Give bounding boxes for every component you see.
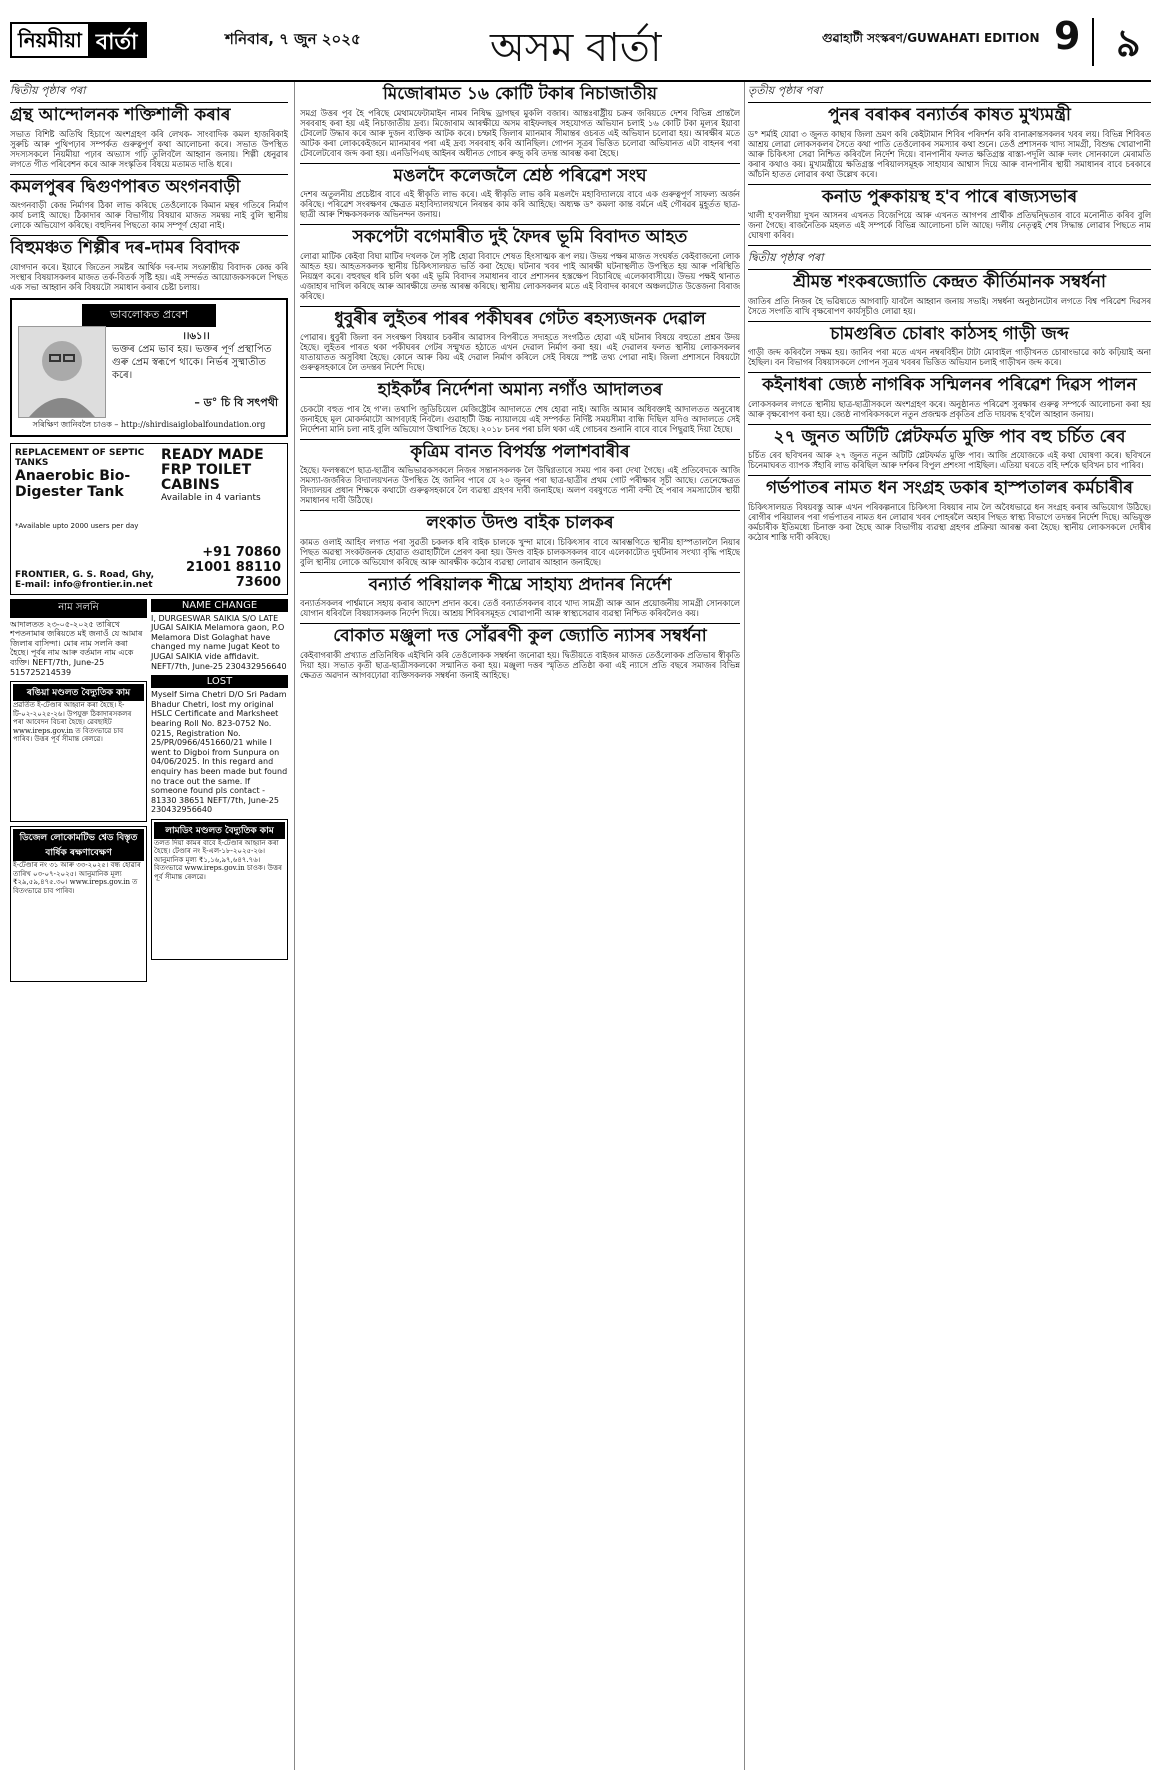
article-body: চৰ্চিত ৰেব ছবিখনৰ আৰু ২৭ জুনত নতুন অটিটি প্লেটফৰ্মত মুক্তি পাব। আজি প্ৰযোজকে এই কথা ঘোষণা কৰে। ছবিখনে চিনেমাঘৰত ব্যাপক সঁহাৰি লাভ কৰিছিল আৰু দৰ্শকৰ বিপুল প্ৰশংসা পাইছিল। এতিয়া ঘৰতে বহি দৰ্শকে ছবিখন চাব পাৰিব।: [748, 450, 1151, 471]
article-body: হৈছে। ফলস্বৰূপে ছাত্ৰ-ছাত্ৰীৰ অভিভাৱকসকলে নিজৰ সন্তানসকলক লৈ উদ্বিগ্নতাৰে সময় পাৰ কৰা দেখা গৈছে। এই প্ৰতিবেদকে আজি সমস্যা-জৰ্জৰিত বিদ্যালয়খনত উপস্থিত হৈ জানিব পাৰে যে ২০ জুনৰ পৰা ছাত্ৰ-ছাত্ৰীৰ প্ৰথম গোট পৰীক্ষাৰ সূচী আছে। তেনেক্ষেত্ৰত বিদ্যালয়ৰ প্ৰধান শিক্ষকে কথাটো গুৰুত্বসহকাৰে লৈ ব্যৱস্থা গ্ৰহণৰ দাবী জনাইছে। অলপ বৰষুণতে পানী বন্দী হৈ পৰাৰ সমস্যাটোৰ স্থায়ী সমাধানৰ দাবী উঠিছে।: [300, 465, 740, 506]
article-headline: বিহুমঞ্চত শিল্পীৰ দৰ-দামৰ বিবাদক: [10, 238, 240, 259]
article-headline: ২৭ জুনত অটিটি প্লেটফৰ্মত মুক্তি পাব বহু চৰ্চিত ৰেব: [773, 426, 1126, 447]
article-headline: লংকাত উদণ্ড বাইক চালকৰ: [426, 513, 614, 534]
ad-left-product: Anaerobic Bio-Digester Tank: [15, 467, 131, 500]
article-body: দেশৰ অতুলনীয় প্ৰচেষ্টাৰ বাবে এই স্বীকৃতি লাভ কৰে। এই স্বীকৃতি লাভ কৰি মঙলদৈ মহাবিদ্যালয়ে বাবে এক গুৰুত্বপূৰ্ণ সাফল্য অৰ্জন কৰিছে। পৰিৱেশ সংৰক্ষণৰ ক্ষেত্ৰত মহাবিদ্যালয়খনে নিৰন্তৰ কাম কৰি আহিছে। অধ্যক্ষ ড° কমলা কান্ত বৰ্মনে এই গৌৰৱৰ মুহূৰ্তত ছাত্ৰ-ছাত্ৰী আৰু শিক্ষকসকলক অভিনন্দন জনায়।: [300, 189, 740, 220]
divider: [300, 572, 740, 573]
divider: [300, 306, 740, 307]
logo-part-1: নিয়মীয়া: [12, 24, 88, 56]
ad-right-note: Available in 4 variants: [161, 492, 261, 503]
article-body: সভাত বিশিষ্ট অতিথি হিচাপে অংশগ্ৰহণ কৰি লেখক- সাংবাদিক কমল হাজৰিকাই সুৰুচি আৰু পুথিপঢ়াৰ সম্পৰ্কত গুৰুত্বপূৰ্ণ কথা আলোচনা কৰে। সভাত উপস্থিত সদস্যসকলে নিয়মীয়া পঢ়াৰ অভ্যাস গঢ়ি তুলিবলৈ আহ্বান জনায়। শিল্পী ধেনুৱাৰ লগতে গীত পৰিবেশন কৰে আৰু সংস্কৃতিৰ বিষয়ে মতামত দাঙি ধৰে।: [10, 128, 288, 169]
advertisement-frontier: [10, 443, 288, 595]
article-body: অংগনবাড়ী কেন্দ্ৰ নিৰ্মাণৰ ঠিকা লাভ কৰিছে তেওঁলোকে কিমান মন্থৰ গতিৰে নিৰ্মাণ কাৰ্য চলাই আছে। ঠিকাদাৰ আৰু বিভাগীয় বিষয়াৰ মাজত সমন্বয় নাই বুলি স্থানীয় লোকে অভিযোগ কৰিছে। বহুদিনৰ পিছতো কাম সম্পূৰ্ণ হোৱা নাই।: [10, 200, 288, 231]
right-column: [748, 82, 1151, 1770]
article-headline: পুনৰ বৰাকৰ বন্যাৰ্তৰ কাষত মুখ্যমন্ত্ৰী: [828, 105, 1071, 125]
article-headline: গৰ্ভপাতৰ নামত ধন সংগ্ৰহ ডকাৰ হাস্পতালৰ কৰ্মচাৰীৰ: [766, 478, 1133, 499]
page-title: অসম বাৰ্তা: [490, 25, 662, 71]
newspaper-logo: [10, 22, 147, 58]
continuation-tag: দ্বিতীয় পৃষ্ঠাৰ পৰা: [10, 82, 288, 103]
tender-body: ই-টেণ্ডাৰ নং ৩১ আৰু ৩৩-২০২৫। বন্ধ হোৱাৰ তাৰিখ ০৩-০৭-২০২৫। আনুমানিক মূল্য ₹২৯,৫৯,৪৭৫.৩০। www.ireps.gov.in ত বিতংভাৱে চাব পাৰিব।: [13, 861, 141, 895]
divider: [300, 163, 740, 164]
article-headline: ধুবুৰীৰ লুইতৰ পাৰৰ পকীঘৰৰ গেটত ৰহস্যজনক দেৱাল: [334, 308, 706, 329]
divider: [748, 424, 1151, 425]
page-number: 9: [1054, 14, 1081, 58]
classified-heading: NAME CHANGE: [151, 599, 288, 612]
divider: [300, 623, 740, 624]
classified-column: [10, 599, 147, 987]
quote-box: [10, 298, 288, 437]
article-body: বন্যাৰ্তসকলৰ পাৰ্শ্বমানে সহায় কৰাৰ আদেশ প্ৰদান কৰে। তেওঁ বন্যাৰ্তসকলৰ বাবে খাদ্য সামগ্ৰী আৰু আন প্ৰয়োজনীয় সামগ্ৰী সোনকালে যোগান ধৰিবলৈ বিষয়াসকলক নিৰ্দেশ দিয়ে। আশ্ৰয় শিবিৰসমূহত খোৱাপানী আৰু স্বাস্থ্যসেৱাৰ ব্যৱস্থা নিশ্চিত কৰিবলৈও কয়।: [300, 598, 740, 619]
divider: [748, 372, 1151, 373]
quote-url: সৰিক্ষিণ জানিবলৈ চাওক – http://shirdisaiglobalfoundation.org: [32, 419, 266, 429]
ad-toilet-section: [161, 448, 281, 503]
divider: [748, 475, 1151, 476]
ad-company: FRONTIER, G. S. Road, Ghy, E-mail: info@frontier.in.net: [15, 569, 155, 590]
article-body: পোৱাৰ। ধুবুৰী জিলা বন সংৰক্ষণ বিষয়াৰ চকৰীৰ আৱাসৰ বিপৰীতে সদ্যহতে সংগঠিত হোৱা এই ঘটনাৰ বিষয়ে বহুতো প্ৰশ্নৰ উদয় হৈছে। লুইতৰ পাৰত থকা পকীঘৰৰ গেটৰ সন্মুখত হঠাতে এখন দেৱাল নিৰ্মাণ কৰা হয়। এই দেৱালৰ ফলত স্থানীয় লোকসকলৰ যাতায়াতত অসুবিধা হৈছে। কোনে আৰু কিয় এই দেৱাল নিৰ্মাণ কৰিলে সেই বিষয়ে স্পষ্ট তথ্য পোৱা নাই। জিলা প্ৰশাসনে বিষয়টো গুৰুত্বসহকাৰে লৈ তদন্তৰ নিৰ্দেশ দিছে।: [300, 332, 740, 373]
ad-left-title: REPLACEMENT OF SEPTIC TANKS: [15, 447, 145, 468]
ad-septic-section: [15, 448, 153, 530]
classified-text: I, DURGESWAR SAIKIA S/O LATE JUGAI SAIKIA Melamora gaon, P.O Melamora Dist Golaghat have changed my name Jugat Keot to JUGAI SAIKIA vide affidavit. NEFT/7th, June-25 230432956640: [151, 613, 287, 671]
ad-right-title: READY MADE FRP TOILET CABINS: [161, 446, 264, 493]
page-number-assamese: ৯: [1116, 21, 1141, 65]
divider: [300, 439, 740, 440]
tender-notice: [10, 681, 147, 822]
tender-heading: ৰঙিয়া মণ্ডলত বৈদ্যুতিক কাম: [13, 684, 144, 701]
divider: [300, 224, 740, 225]
article-body: চেকটো বহুত পাৰ হৈ গ'ল। তথাপি জুডিচিয়েল মেজিষ্ট্ৰেটৰ আদালতে শেষ হোৱা নাই। আজি আমাৰ অধিবক্তাই আদালতত অনুৰোধ জনাইছে মূল মোকৰ্দমাটো আগবঢ়াই নিবলৈ। গুৱাহাটী উচ্চ ন্যায়ালয়ে এই সম্পৰ্কত নিৰ্দিষ্ট সময়সীমা বান্ধি দিছিল যদিও আদালতে সেই নিৰ্দেশনা মানি চলা নাই বুলি অভিযোগ উত্থাপিত হৈছে। ২০১৮ চনৰ পৰা চলি থকা এই গোচৰৰ শুনানি বাৰে বাৰে পিছুৱাই দিয়া হৈছে।: [300, 403, 740, 434]
article-headline: কমলপুৰৰ দ্বিগুণপাৰত অংগনবাড়ী: [10, 176, 241, 197]
article-headline: সকপেটা বগেমাৰীত দুই ফৈদৰ ভূমি বিবাদত আহত: [352, 227, 688, 248]
column-divider: [744, 82, 745, 1770]
article-headline: কনাড পুৰুকায়স্থ হ'ব পাৰে ৰাজ্যসভাৰ: [821, 186, 1078, 207]
article-headline: বোকাত মঞ্জুলা দত্ত সোঁৱৰণী কুল জ্যোতি ন্যাসৰ সম্বৰ্ধনা: [333, 626, 707, 647]
divider: [300, 510, 740, 511]
article-body: লোকসকলৰ লগতে স্থানীয় ছাত্ৰ-ছাত্ৰীসকলে অংশগ্ৰহণ কৰে। অনুষ্ঠানত পৰিৱেশ সুৰক্ষাৰ গুৰুত্ব সম্পৰ্কে আলোচনা কৰা হয় আৰু বৃক্ষৰোপণ কৰা হয়। জ্যেষ্ঠ নাগৰিকসকলে নতুন প্ৰজন্মক প্ৰকৃতিৰ প্ৰতি দায়বদ্ধ হ'বলৈ আহ্বান জনায়।: [748, 398, 1151, 419]
article-headline: চামগুৰিত চোৰাং কাঠসহ গাড়ী জব্দ: [830, 323, 1069, 344]
classified-heading: LOST: [151, 675, 288, 688]
article-body: কেইবাগৰাকী প্ৰখ্যাত প্ৰতিনিধিক এইখিনি কৰি তেওঁলোকক সম্বৰ্ধনা জনোৱা হয়। দ্বিতীয়তে বাইজৰ মাজত তেওঁলোকক প্ৰতিভাৰ স্বীকৃতি দিয়া হয়। সভাত কৃতী ছাত্ৰ-ছাত্ৰীসকলকো সন্মানিত কৰা হয়। মঞ্জুলা দত্তৰ স্মৃতিত প্ৰতিষ্ঠা কৰা এই ন্যাসে প্ৰতি বছৰে সমাজৰ বিভিন্ন ক্ষেত্ৰত অৱদান আগবঢ়োৱা ব্যক্তিসকলক সম্বৰ্ধনা জনাই আহিছে।: [300, 649, 740, 680]
issue-date: শনিবাৰ, ৭ জুন ২০২৫: [225, 30, 361, 48]
author-portrait: [18, 326, 106, 418]
divider: [748, 184, 1151, 185]
left-column: [10, 82, 288, 1770]
tender-body: তলত দিয়া কামৰ বাবে ই-টেণ্ডাৰ আহ্বান কৰা হৈছে। টেণ্ডাৰ নং ই-এল-১৮-২০২৫-২৬। আনুমানিক মূল্য ₹১,১৬,৯৭,৬৪৭.৭৬। বিতংভাৱে www.ireps.gov.in চাওক। উত্তৰ পূৰ্ব সীমান্ত ৰেলৱে।: [154, 838, 282, 881]
tender-heading: লামডিং মণ্ডলত বৈদ্যুতিক কাম: [154, 822, 285, 839]
article-body: সমগ্ৰ উত্তৰ পূব হৈ পৰিছে মেথামফেটামাইন নামৰ নিষিদ্ধ ড্ৰাগছৰ মুকলি বজাৰ। আন্তঃৰাষ্ট্ৰীয় চক্ৰৰ জৰিয়তে দেশৰ বিভিন্ন প্ৰান্তলৈ সৰবৰাহ কৰা হয় এই নিচাজাতীয় দ্ৰব্য। মিজোৰাম আৰক্ষীয়ে অসম ৰাইফলছৰ সহযোগত অভিযান চলাই ১৬ কোটি টকা মূল্যৰ ইয়াবা টেবলেট উদ্ধাৰ কৰে আৰু দুজন ব্যক্তিক আটক কৰে। চম্ফাই জিলাৰ ম্যানমাৰ সীমান্তৰ ওচৰত এই অভিযান চলোৱা হয়। আৰক্ষীৰ মতে আটক কৰা লোককেইজনে ম্যানমাৰৰ পৰা এই দ্ৰব্য সৰবৰাহ কৰি আনিছিল। গোপন সূত্ৰৰ ভিত্তিত চলোৱা অভিযানত এটা বাহনৰ পৰা টেবলেটবোৰ জব্দ কৰা হয়। এনডিপিএছ আইনৰ অধীনত গোচৰ ৰুজু কৰি তদন্ত আৰম্ভ কৰা হৈছে।: [300, 107, 740, 158]
article-headline: কৃত্ৰিম বানত বিপৰ্যস্ত পলাশবাৰীৰ: [410, 441, 630, 462]
article-headline: মঙলদৈ কলেজলৈ শ্ৰেষ্ঠ পৰিৱেশ সংঘ: [393, 165, 647, 186]
article-headline: হাইকৰ্টৰ নিৰ্দেশনা অমান্য নগাঁও আদালতৰ: [377, 380, 663, 401]
article-headline: বন্যাৰ্ত পৰিয়ালক শীঘ্ৰে সাহায্য প্ৰদানৰ নিৰ্দেশ: [368, 574, 672, 595]
classified-heading: নাম সলনি: [10, 599, 147, 618]
page-number-divider: [1092, 18, 1094, 66]
classified-text: আদালতত ২৩-০৫-২০২৫ তাৰিখে শপতনামাৰ জৰিয়তে মই জনাওঁ যে আমাৰ জিলাৰ বাসিন্দা। মোৰ নাম সলনি কৰা হৈছে। পূৰ্বৰ নাম আৰু বৰ্তমান নাম একে ব্যক্তি। NEFT/7th, June-25 515725214539: [10, 619, 143, 677]
article-headline: শ্ৰীমন্ত শংকৰজ্যোতি কেন্দ্ৰত কীৰ্তিমানক সম্বৰ্ধনা: [793, 272, 1106, 293]
logo-part-2: বার্তা: [88, 24, 146, 56]
divider: [748, 321, 1151, 322]
ad-left-note: *Available upto 2000 users per day: [15, 521, 139, 530]
classified-text: Myself Sima Chetri D/O Sri Padam Bhadur Chetri, lost my original HSLC Certificate and Marksheet bearing Roll No. 823-0752 No. 0215, Registration No. 25/PR/0966/451660/21 while I went to Digboi from Sunpura on 04/06/2025. In this regard and enquiry has been made but found no trace out the same. If someone found pls contact - 81330 38651 NEFT/7th, June-25 230432956640: [151, 690, 288, 815]
article-body: কামত ওলাই আহিব লগাত পৰা সুৱতী চকলক ধৰি বাইক চালকে খুন্দা মাৰে। চিকিৎসাৰ বাবে আৰম্ভণিতে স্থানীয় হাস্পতাললৈ নিয়াৰ পিছত অৱস্থা সংকটজনক হোৱাত গুৱাহাটীলৈ প্ৰেৰণ কৰা হয়। উদণ্ড বাইক চালকসকলৰ বাবে এলেকাটোত দুৰ্ঘটনাৰ সংখ্যা বৃদ্ধি পাইছে বুলি স্থানীয় লোকে অভিযোগ কৰিছে আৰু আৰক্ষীক কঠোৰ ব্যৱস্থা লোৱাৰ আহ্বান জনাইছে।: [300, 536, 740, 567]
article-headline: গ্ৰন্থ আন্দোলনক শক্তিশালী কৰাৰ: [10, 105, 231, 125]
center-column: [300, 82, 740, 1770]
classified-column: [151, 599, 288, 987]
edition-label: গুৱাহাটী সংস্কৰণ/GUWAHATI EDITION: [822, 31, 1040, 45]
portrait-icon: [19, 327, 105, 417]
article-body: লোৱা মাটিক কেইবা বিঘা মাটিৰ দখলক লৈ সৃষ্টি হোৱা বিবাদে শেষত হিংসাত্মক ৰূপ লয়। উভয় পক্ষৰ মাজত সংঘৰ্ষত কেইবাজনো লোক আহত হয়। আহতসকলক স্থানীয় চিকিৎসালয়ত ভৰ্তি কৰা হৈছে। ঘটনাৰ খবৰ পাই আৰক্ষী ঘটনাস্থলীত উপস্থিত হয় আৰু পৰিস্থিতি নিয়ন্ত্ৰণ কৰে। বহুবছৰ ধৰি চলি থকা এই ভূমি বিবাদৰ সমাধানৰ বাবে প্ৰশাসনৰ হস্তক্ষেপ বিচাৰিছে এলেকাবাসীয়ে। উভয় পক্ষই থানাত এজাহাৰ দাখিল কৰিছে আৰু আৰক্ষীয়ে তদন্ত আৰম্ভ কৰিছে। স্থানীয় লোকসকলৰ মতে এই বিবাদৰ কাৰণে অঞ্চলটোত উত্তেজনা বিৰাজ কৰিছে।: [300, 250, 740, 301]
article-headline: কইনাধৰা জ্যেষ্ঠ নাগৰিক সন্মিলনৰ পৰিৱেশ দিৱস পালন: [762, 375, 1137, 396]
divider: [748, 245, 1151, 246]
article-body: যোগদান কৰে। ইয়াৰে জিতেন সমষ্টৰ আৰ্থিক দৰ-দাম সংক্ৰান্তীয় বিবাদক কেন্দ্ৰ কৰি সংস্থাৰ বিষয়াসকলৰ মাজত তৰ্ক-বিতৰ্ক সৃষ্টি হয়। এই সন্দৰ্ভত আয়োজকসকলে পিছত এক সভা আহ্বান কৰি বিষয়টো সমাধান কৰাৰ চেষ্টা চলায়।: [10, 261, 288, 292]
quote-text: [112, 330, 280, 382]
quote-number: ।।৬১।।: [182, 330, 210, 342]
ad-phone: +91 70860 21001 88110 73600: [186, 544, 281, 590]
divider: [10, 174, 288, 175]
masthead: [10, 14, 1151, 82]
divider: [10, 235, 288, 236]
article-body: খালী হ'বলগীয়া দুখন আসনৰ এখনত বিজেপিয়ে আৰু এখনত আগপৰ প্ৰাৰ্থীক প্ৰতিদ্বন্দ্বিতাৰ বাবে মনোনীত কৰিব বুলি জনা গৈছে। ৰাজনৈতিক মহলত এই সম্পৰ্কে বিভিন্ন আলোচনা চলি আছে। দলীয় নেতৃত্বই শেষ সিদ্ধান্ত লোৱাৰ পিছতে নাম ঘোষণা কৰিব।: [748, 210, 1151, 241]
article-body: ড° শৰ্মাই যোৱা ৩ জুনত কাছাৰ জিলা ভ্ৰমণ কৰি কেইটামান শিবিৰ পৰিদৰ্শন কৰি বানাক্ৰান্তসকলৰ খবৰ লয়। বিভিন্ন শিবিৰত আশ্ৰয় লোৱা লোকসকলৰ সৈতে কথা পাতি তেওঁলোকৰ সমস্যাৰ কথা শুনে। তেওঁ প্ৰশাসনক খাদ্য সামগ্ৰী, বিশুদ্ধ খোৱাপানী আৰু চিকিৎসা সেৱা নিশ্চিত কৰিবলৈ নিৰ্দেশ দিয়ে। বানপানীৰ ফলত ক্ষতিগ্ৰস্ত ৰাস্তা-পদূলি আৰু দলং সোনকালে মেৰামতি কৰাৰ কথাও কয়। মুখ্যমন্ত্ৰীয়ে ক্ষতিগ্ৰস্ত পৰিয়ালসমূহক সাহায্যৰ আশ্বাস দিয়ে আৰু বানপানীৰ স্থায়ী সমাধানৰ বাবে চৰকাৰে আঁচনি হাতত লোৱাৰ কথা উল্লেখ কৰে।: [748, 128, 1151, 179]
tender-notice: [10, 826, 147, 982]
article-headline: মিজোৰামত ১৬ কোটি টকাৰ নিচাজাতীয়: [382, 84, 658, 104]
article-body: জাতিৰ প্ৰতি নিজৰ হৈ ভৱিষ্যতে আগবাঢ়ি যাবলৈ আহ্বান জনায় সভাই। সম্বৰ্ধনা অনুষ্ঠানটোৰ লগতে বিশ্ব পৰিৱেশ দিৱসৰ সৈতে সংগতি ৰাখি বৃক্ষৰোপণ কাৰ্যসূচীও লোৱা হয়।: [748, 295, 1151, 316]
divider: [300, 377, 740, 378]
continuation-tag: তৃতীয় পৃষ্ঠাৰ পৰা: [748, 82, 1151, 103]
tender-notice: [151, 819, 288, 960]
article-body: গাড়ী জব্দ কৰিবলৈ সক্ষম হয়। জানিব পৰা মতে এখন নম্বৰবিহীন টাটা মোবাইল গাড়ীখনত চোৰাংভাৱে কাঠ কঢ়িয়াই অনা হৈছিল। বন বিভাগৰ বিষয়াসকলে গোপন সূত্ৰৰ খবৰৰ ভিত্তিত অভিযান চলাই গাড়ীখন জব্দ কৰে।: [748, 347, 1151, 368]
continuation-tag: দ্বিতীয় পৃষ্ঠাৰ পৰা: [748, 249, 1151, 270]
quote-body: ভক্তৰ প্ৰেম ভাব হয়। ভক্তৰ পূৰ্ণ প্ৰস্থাপিত গুৰু প্ৰেম স্বৰূপে থাকে। নিৰ্ভৰ সুষ্মাতীত কৰে।: [112, 343, 272, 381]
classifieds: [10, 599, 288, 987]
article-body: চিকিৎসালয়ত বিষয়বস্তু আৰু এখন পৰিকল্পনাৰে চিকিৎসা বিষয়াৰ নাম লৈ অবৈধভাৱে ধন সংগ্ৰহ কৰাৰ অভিযোগ উঠিছে। ৰোগীৰ পৰিয়ালৰ পৰা গৰ্ভপাতৰ নামত ধন লোৱাৰ খবৰ পোহৰলৈ অহাৰ পিছত স্বাস্থ্য বিভাগে তদন্তৰ নিৰ্দেশ দিছে। অভিযুক্ত কৰ্মচাৰীক ইতিমধ্যে চিনাক্ত কৰা হৈছে আৰু বিভাগীয় ব্যৱস্থা গ্ৰহণৰ প্ৰক্ৰিয়া আৰম্ভ কৰা হৈছে। স্থানীয় লোকসকলে দোষীৰ কঠোৰ শাস্তি দাবী কৰিছে।: [748, 501, 1151, 542]
quote-heading: ভাবলোকত প্ৰবেশ: [82, 304, 216, 327]
column-divider: [294, 82, 295, 1770]
quote-author: – ড° চি বি সৎপথী: [194, 395, 278, 409]
tender-heading: ডিজেল লোকোমটিভ শ্বেড বিস্তৃত বাৰ্ষিক ৰক্ষণাবেক্ষণ: [13, 829, 144, 861]
tender-body: প্ৰৱৰ্তিত ই-টেণ্ডাৰ আহ্বান কৰা হৈছে। ই-টি-০২-২০২৫-২৬। উপযুক্ত ঠিকাদাৰসকলৰ পৰা আবেদন বিচৰা হৈছে। ৱেবছাইট www.ireps.gov.in ত বিতংভাৱে চাব পাৰিব। উত্তৰ পূৰ্ব সীমান্ত ৰেলৱে।: [13, 701, 132, 744]
